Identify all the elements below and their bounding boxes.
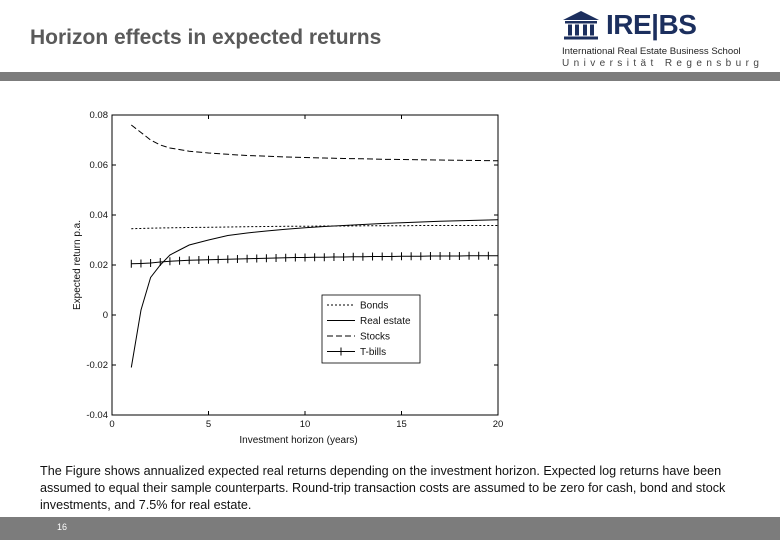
x-axis-label: Investment horizon (years) — [239, 435, 358, 446]
x-tick-label: 0 — [109, 419, 115, 430]
legend-label: Real estate — [360, 316, 411, 327]
line-chart — [60, 95, 520, 455]
house-icon — [562, 10, 600, 40]
x-tick-label: 20 — [492, 419, 504, 430]
y-tick-label: 0.04 — [89, 210, 108, 221]
y-tick-label: -0.04 — [86, 410, 108, 421]
header-divider-bar — [0, 72, 780, 81]
series-line-real-estate — [131, 220, 498, 368]
y-tick-label: 0.06 — [89, 160, 108, 171]
slide-title: Horizon effects in expected returns — [30, 26, 382, 49]
y-axis-label: Expected return p.a. — [72, 219, 83, 311]
logo-wordmark: IRE|BS — [606, 9, 697, 40]
y-tick-label: -0.02 — [86, 360, 108, 371]
x-tick-label: 10 — [299, 419, 311, 430]
y-tick-label: 0 — [102, 310, 108, 321]
x-tick-label: 15 — [396, 419, 407, 430]
legend-label: Bonds — [360, 300, 389, 312]
x-tick-label: 5 — [205, 419, 212, 430]
series-line-stocks — [131, 125, 498, 161]
footer-bar — [0, 517, 780, 540]
y-tick-label: 0.08 — [89, 110, 108, 121]
logo-subtitle: International Real Estate Business School — [562, 46, 741, 57]
y-tick-label: 0.02 — [89, 260, 108, 271]
logo-university: Universität Regensburg — [562, 58, 764, 69]
page-number: 16 — [57, 522, 68, 532]
figure-caption: The Figure shows annualized expected real returns depending on the investment horizon. Expected log returns have been assumed to equal their sample counterparts. Round-trip transaction costs are assumed to be zero for cash, bond and stock investments, and 7.5% for real estate. — [40, 464, 726, 512]
irebs-logo — [558, 8, 780, 70]
legend-label: Stocks — [360, 331, 391, 343]
legend-label: T-bills — [360, 347, 387, 358]
